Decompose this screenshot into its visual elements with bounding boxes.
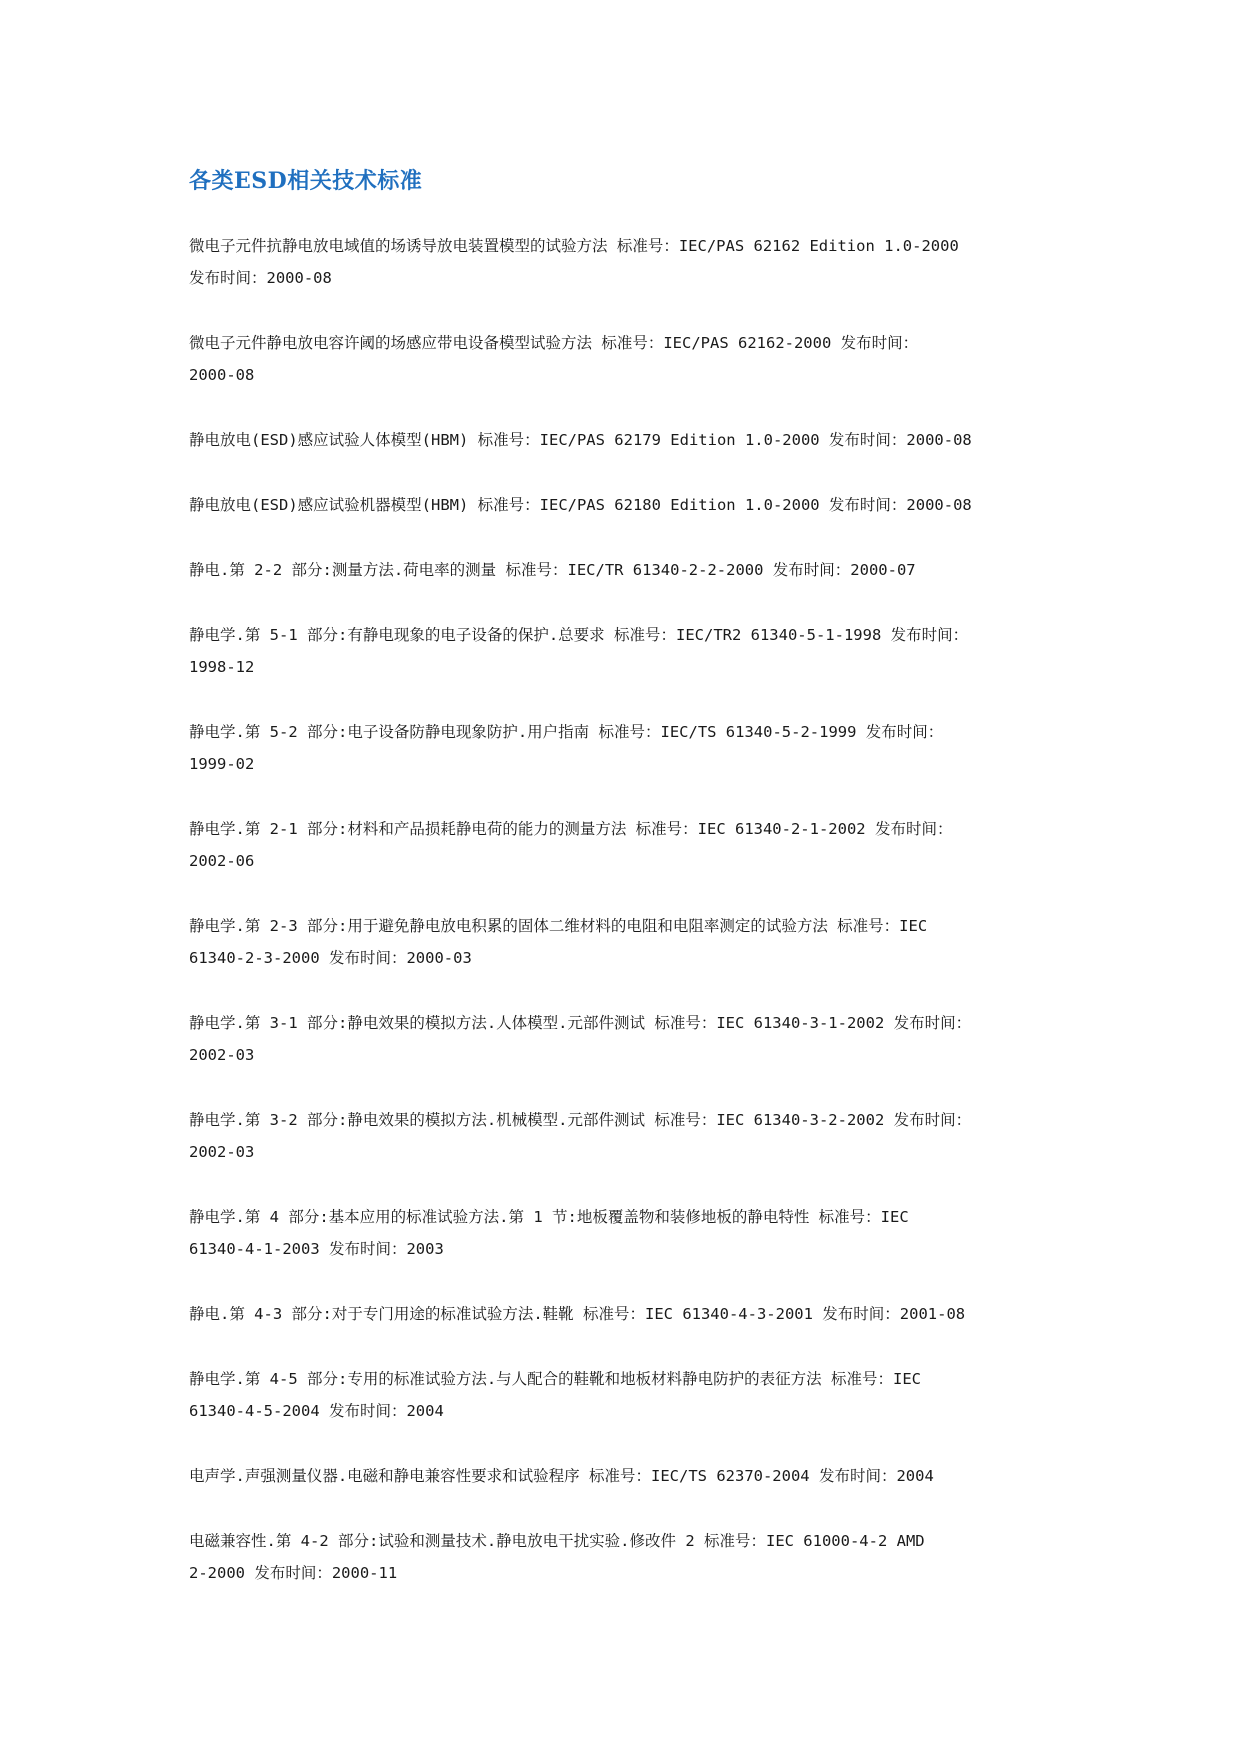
list-item: 静电学.第 2-3 部分:用于避免静电放电积累的固体二维材料的电阻和电阻率测定的试验方法 标准号：IEC 61340-2-3-2000 发布时间：2000-03 (189, 917, 928, 967)
list-item: 静电.第 2-2 部分:测量方法.荷电率的测量 标准号：IEC/TR 61340-2-2-2000 发布时间：2000-07 (189, 561, 916, 579)
list-item: 微电子元件抗静电放电域值的场诱导放电装置模型的试验方法 标准号：IEC/PAS 62162 Edition 1.0-2000 发布时间：2000-08 (189, 237, 959, 287)
list-item: 静电学.第 5-2 部分:电子设备防静电现象防护.用户指南 标准号：IEC/TS 61340-5-2-1999 发布时间： 1999-02 (189, 723, 944, 773)
list-item: 静电学.第 5-1 部分:有静电现象的电子设备的保护.总要求 标准号：IEC/TR2 61340-5-1-1998 发布时间： 1998-12 (189, 626, 969, 676)
list-item: 静电学.第 3-2 部分:静电效果的模拟方法.机械模型.元部件测试 标准号：IEC 61340-3-2-2002 发布时间： 2002-03 (189, 1111, 972, 1161)
standards-list (189, 230, 1069, 1622)
list-item: 静电学.第 3-1 部分:静电效果的模拟方法.人体模型.元部件测试 标准号：IEC 61340-3-1-2002 发布时间： 2002-03 (189, 1014, 972, 1064)
document-title: 各类ESD相关技术标准 (189, 168, 423, 194)
list-item: 静电.第 4-3 部分:对于专门用途的标准试验方法.鞋靴 标准号：IEC 61340-4-3-2001 发布时间：2001-08 (189, 1305, 966, 1323)
list-item: 微电子元件静电放电容许阈的场感应带电设备模型试验方法 标准号：IEC/PAS 62162-2000 发布时间： 2000-08 (189, 334, 919, 384)
list-item: 电声学.声强测量仪器.电磁和静电兼容性要求和试验程序 标准号：IEC/TS 62370-2004 发布时间：2004 (189, 1467, 934, 1485)
list-item: 静电放电(ESD)感应试验人体模型(HBM) 标准号：IEC/PAS 62179 Edition 1.0-2000 发布时间：2000-08 (189, 431, 972, 449)
list-item: 静电学.第 4-5 部分:专用的标准试验方法.与人配合的鞋靴和地板材料静电防护的表征方法 标准号：IEC 61340-4-5-2004 发布时间：2004 (189, 1370, 921, 1420)
list-item: 电磁兼容性.第 4-2 部分:试验和测量技术.静电放电干扰实验.修改件 2 标准号：IEC 61000-4-2 AMD 2-2000 发布时间：2000-11 (189, 1532, 925, 1582)
list-item: 静电学.第 4 部分:基本应用的标准试验方法.第 1 节:地板覆盖物和装修地板的静电特性 标准号：IEC 61340-4-1-2003 发布时间：2003 (189, 1208, 909, 1258)
list-item: 静电学.第 2-1 部分:材料和产品损耗静电荷的能力的测量方法 标准号：IEC 61340-2-1-2002 发布时间： 2002-06 (189, 820, 953, 870)
list-item: 静电放电(ESD)感应试验机器模型(HBM) 标准号：IEC/PAS 62180 Edition 1.0-2000 发布时间：2000-08 (189, 496, 972, 514)
